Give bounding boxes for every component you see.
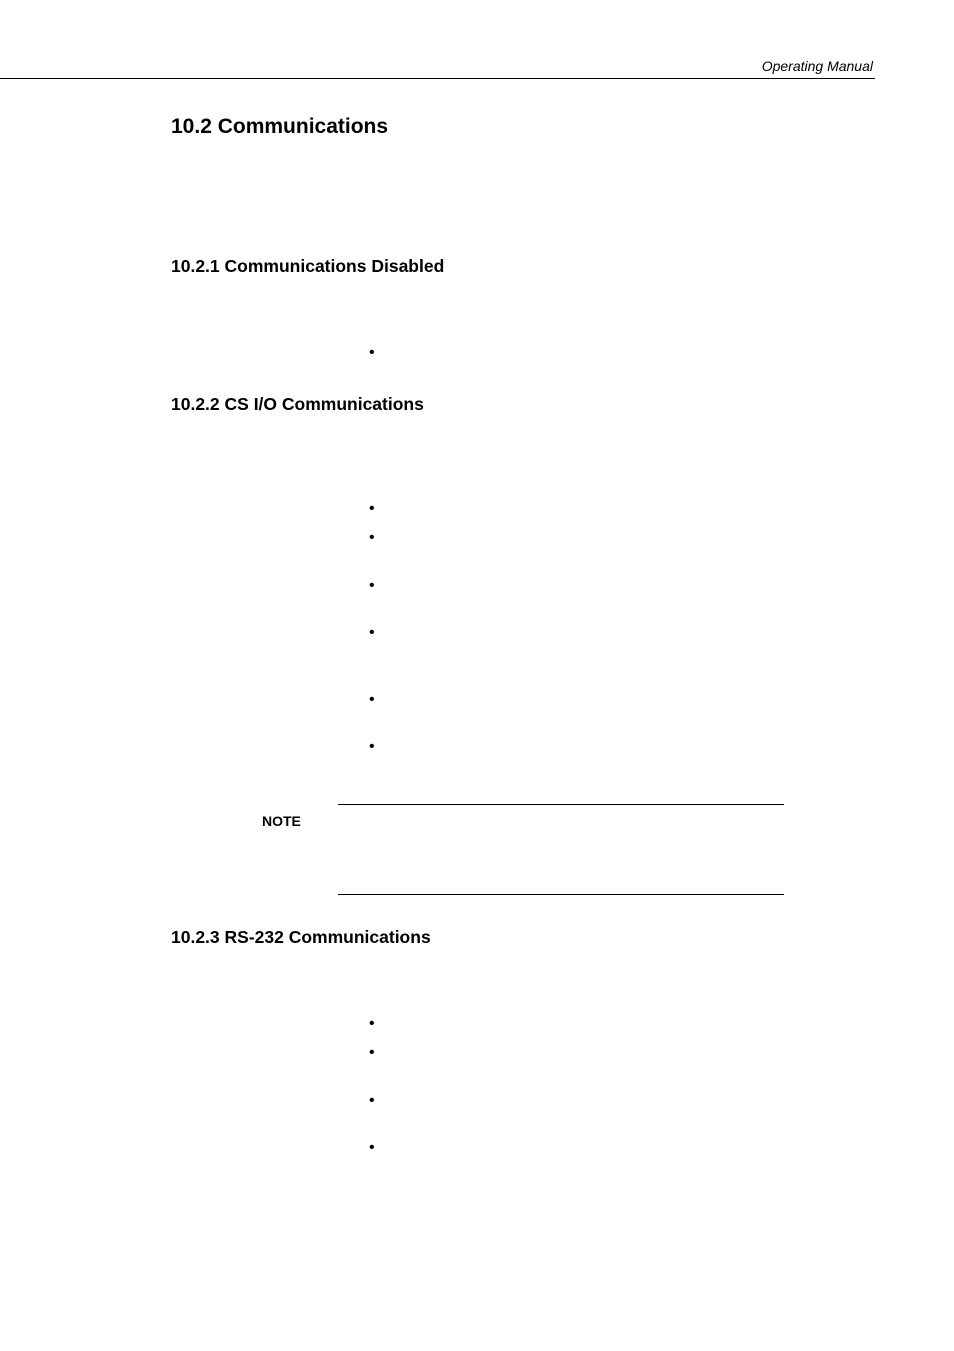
note-top-rule: [338, 804, 784, 805]
bullet-icon: •: [369, 1139, 375, 1156]
bullet-icon: •: [369, 691, 375, 708]
section-heading: 10.2 Communications: [171, 115, 389, 138]
note-bottom-rule: [338, 894, 784, 895]
bullet-icon: •: [369, 1015, 375, 1032]
bullet-icon: •: [369, 577, 375, 594]
note-label: NOTE: [262, 813, 301, 829]
bullet-icon: •: [369, 500, 375, 517]
running-header-title: Operating Manual: [761, 58, 873, 74]
bullet-icon: •: [369, 1044, 375, 1061]
subsection-heading-cs-io-communications: 10.2.2 CS I/O Communications: [171, 394, 424, 414]
header-rule: [0, 78, 875, 79]
subsection-heading-communications-disabled: 10.2.1 Communications Disabled: [171, 256, 445, 276]
bullet-icon: •: [369, 1092, 375, 1109]
bullet-icon: •: [369, 344, 375, 361]
bullet-icon: •: [369, 738, 375, 755]
subsection-heading-rs232-communications: 10.2.3 RS-232 Communications: [171, 927, 431, 947]
bullet-icon: •: [369, 624, 375, 641]
bullet-icon: •: [369, 529, 375, 546]
